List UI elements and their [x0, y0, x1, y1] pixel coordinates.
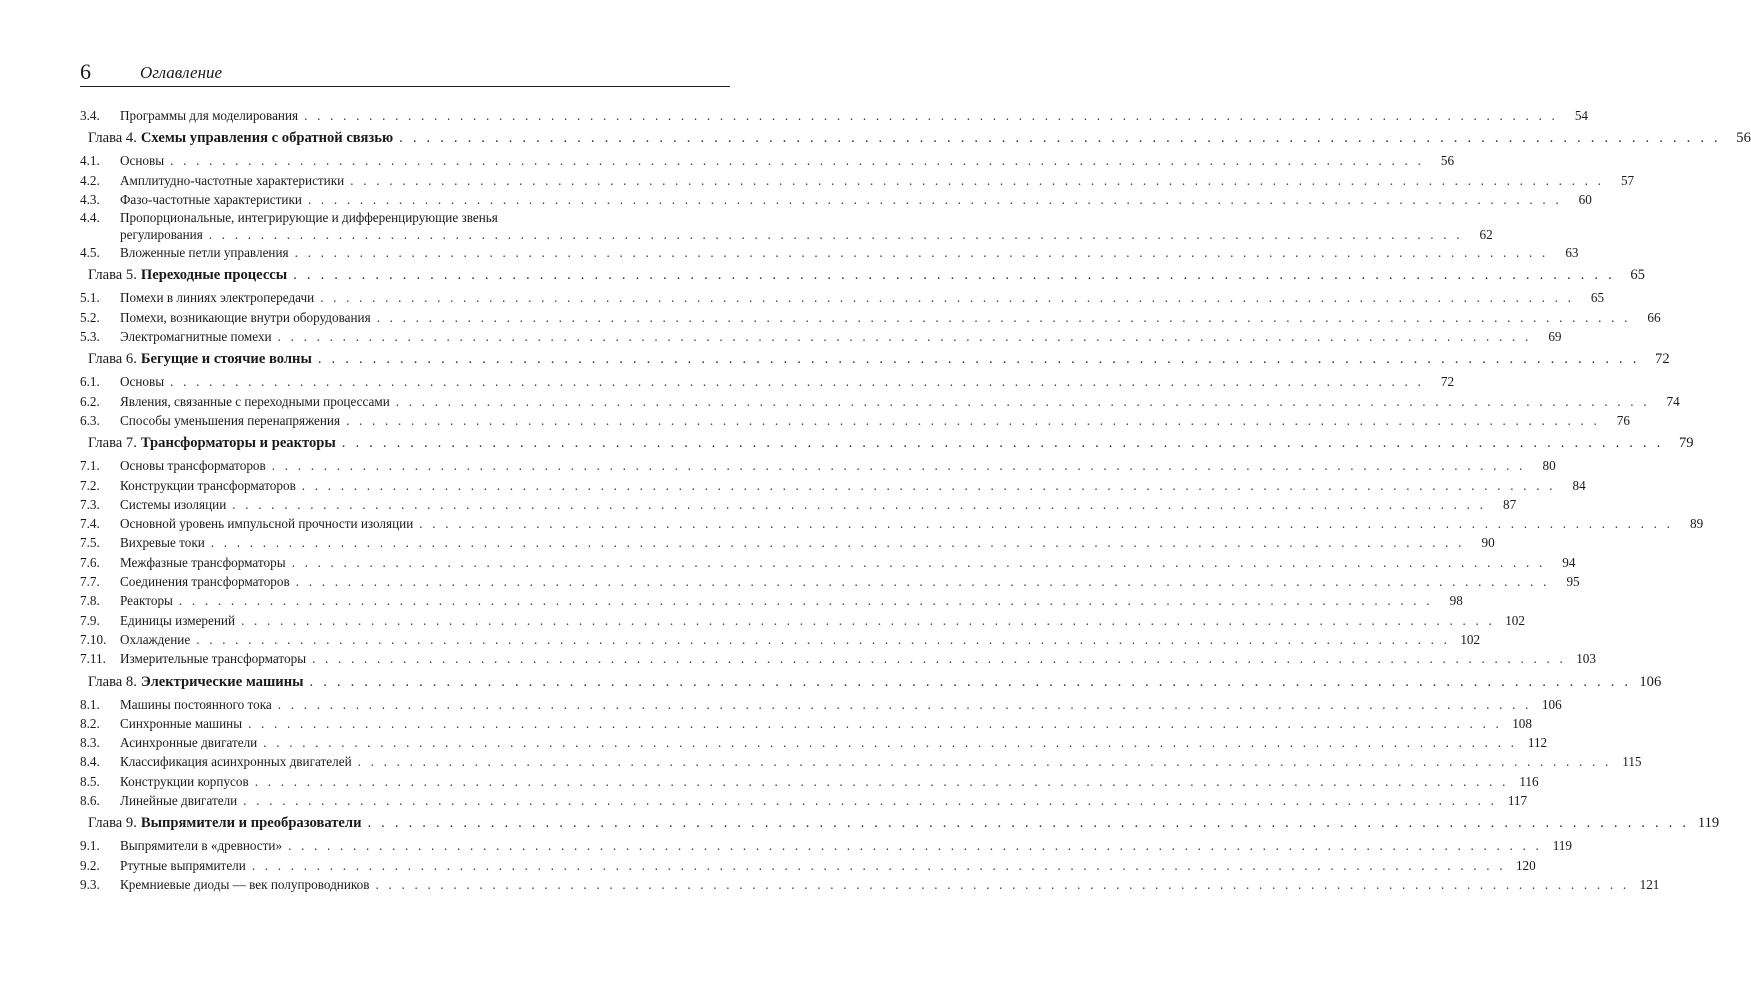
toc-chapter-row[interactable]: [80, 432, 1694, 454]
toc-section-row[interactable]: [80, 856, 1536, 875]
toc-section-row[interactable]: [80, 411, 1630, 430]
section-number: 7.7.: [80, 574, 100, 590]
page-ref: 90: [1481, 535, 1495, 551]
section-number: 8.6.: [80, 793, 100, 809]
toc-section-row[interactable]: [80, 714, 1532, 733]
section-title: Системы изоляции: [120, 496, 227, 512]
toc-section-row[interactable]: [80, 514, 1704, 533]
section-number: 7.3.: [80, 496, 100, 512]
section-title: Явления, связанные с переходными процессами: [120, 393, 390, 409]
section-title: Асинхронные двигатели: [120, 735, 258, 751]
toc-section-row[interactable]: [80, 171, 1635, 190]
page-ref: 116: [1519, 773, 1539, 789]
toc-section-row[interactable]: [80, 752, 1642, 771]
page-ref: 119: [1697, 815, 1720, 832]
section-title: Измерительные трансформаторы: [120, 651, 307, 667]
section-number: 7.4.: [80, 516, 100, 532]
section-number: 8.1.: [80, 696, 100, 712]
toc-section-row[interactable]: [80, 209, 1493, 243]
leader-dots: [304, 106, 1558, 125]
leader-dots: [232, 495, 1486, 514]
toc-section-row[interactable]: [80, 288, 1605, 307]
page-ref: 119: [1552, 838, 1572, 854]
leader-dots: [170, 372, 1424, 391]
toc-section-row[interactable]: [80, 733, 1548, 752]
table-of-contents: [80, 106, 1751, 894]
leader-dots: [396, 392, 1650, 411]
section-number: 4.5.: [80, 245, 100, 261]
toc-section-row[interactable]: [80, 308, 1661, 327]
section-number: 7.6.: [80, 554, 100, 570]
section-title: Фазо-частотные характеристики: [120, 191, 302, 207]
leader-dots: [248, 714, 1502, 733]
toc-section-row[interactable]: [80, 476, 1586, 495]
section-title: Межфазные трансформаторы: [120, 554, 286, 570]
section-number: 9.1.: [80, 838, 100, 854]
toc-section-row[interactable]: [80, 372, 1455, 391]
page-ref: 87: [1502, 496, 1517, 512]
section-number: 9.3.: [80, 876, 100, 892]
chapter-title: Переходные процессы: [140, 267, 288, 284]
page-ref: 106: [1639, 673, 1662, 690]
page-ref: 63: [1565, 245, 1579, 261]
section-title: Основной уровень импульсной прочности изоляции: [120, 516, 414, 532]
page-ref: 54: [1574, 108, 1589, 123]
leader-dots: [255, 772, 1509, 791]
chapter-title: Трансформаторы и реакторы: [140, 435, 336, 452]
header-rule: [80, 86, 730, 87]
page-ref: 103: [1576, 651, 1596, 667]
section-title: Выпрямители в «древности»: [120, 838, 283, 854]
section-title: Машины постоянного тока: [120, 696, 272, 712]
toc-section-row[interactable]: [80, 695, 1562, 714]
page-ref: 95: [1566, 574, 1580, 590]
section-title: Амплитудно-частотные характеристики: [120, 172, 345, 188]
toc-section-row[interactable]: [80, 553, 1576, 572]
section-title: Конструкции трансформаторов: [120, 477, 296, 493]
toc-section-row[interactable]: [80, 456, 1556, 475]
toc-section-row[interactable]: [80, 591, 1463, 610]
page-ref: 80: [1542, 458, 1556, 474]
section-number: 9.2.: [80, 857, 100, 873]
chapter-prefix: Глава 7.: [88, 435, 137, 452]
section-number: 8.5.: [80, 773, 100, 789]
toc-chapter-row[interactable]: [80, 348, 1670, 370]
page-ref: 106: [1541, 696, 1562, 712]
page-ref: 62: [1479, 227, 1493, 243]
page-ref: 98: [1449, 593, 1463, 609]
section-number: 5.1.: [80, 290, 100, 306]
leader-dots: [377, 308, 1631, 327]
page-ref: 56: [1440, 153, 1455, 169]
section-number: 7.2.: [80, 477, 100, 493]
leader-dots: [375, 875, 1629, 894]
page-ref: 112: [1527, 735, 1548, 751]
leader-dots: [241, 611, 1495, 630]
section-number: 5.2.: [80, 309, 100, 325]
chapter-prefix: Глава 5.: [88, 267, 137, 284]
section-number: 4.1.: [80, 153, 100, 169]
toc-section-row[interactable]: [80, 243, 1579, 262]
leader-dots: [211, 533, 1465, 552]
toc-section-row[interactable]: [80, 630, 1481, 649]
page-ref: 76: [1616, 412, 1630, 428]
leader-dots: [320, 288, 1574, 307]
page-ref: 120: [1515, 857, 1536, 873]
leader-dots: [419, 514, 1673, 533]
section-title: Охлаждение: [120, 631, 191, 647]
page-ref: 72: [1440, 374, 1455, 390]
section-title: Кремниевые диоды — век полупроводников: [120, 876, 370, 892]
toc-section-row[interactable]: [80, 649, 1596, 668]
section-number: 7.5.: [80, 535, 100, 551]
section-title: Основы: [120, 153, 165, 169]
leader-dots: [295, 243, 1549, 262]
section-title: Программы для моделирования: [120, 108, 299, 123]
toc-section-row[interactable]: [80, 327, 1562, 346]
section-number: 8.3.: [80, 735, 100, 751]
toc-section-row[interactable]: [80, 190, 1592, 209]
leader-dots: [252, 856, 1506, 875]
running-title: Оглавление: [140, 63, 223, 82]
section-title: Линейные двигатели: [120, 793, 238, 809]
leader-dots: [350, 171, 1604, 190]
page-ref: 56: [1736, 130, 1751, 147]
page-ref: 115: [1622, 754, 1642, 770]
toc-section-row[interactable]: [80, 875, 1660, 894]
section-number: 5.3.: [80, 329, 100, 345]
leader-dots: [263, 733, 1517, 752]
section-number: 6.3.: [80, 412, 100, 428]
page-ref: 117: [1507, 793, 1528, 809]
section-title: Основы: [120, 374, 165, 390]
section-number: 7.1.: [80, 458, 100, 474]
chapter-title: Бегущие и стоячие волны: [140, 351, 312, 368]
section-title-cont: регулирования: [120, 227, 203, 243]
toc-chapter-row[interactable]: [80, 264, 1645, 286]
section-title: Вихревые токи: [120, 535, 205, 551]
section-number: 8.2.: [80, 715, 100, 731]
page-ref: 84: [1572, 477, 1586, 493]
leader-dots: [179, 591, 1433, 610]
leader-dots: [209, 226, 1463, 243]
section-title: Ртутные выпрямители: [120, 857, 246, 873]
section-title: Помехи в линиях электропередачи: [120, 290, 315, 306]
chapter-prefix: Глава 4.: [88, 130, 137, 147]
leader-dots: [310, 671, 1632, 693]
toc-chapter-row[interactable]: [80, 671, 1662, 693]
section-number: 8.4.: [80, 754, 100, 770]
leader-dots: [318, 348, 1640, 370]
chapter-prefix: Глава 9.: [88, 815, 137, 832]
page-ref: 57: [1620, 172, 1635, 188]
leader-dots: [196, 630, 1450, 649]
leader-dots: [346, 411, 1600, 430]
page-ref: 74: [1666, 393, 1680, 409]
section-title: Единицы измерений: [120, 612, 236, 628]
section-title: Способы уменьшения перенапряжения: [120, 412, 341, 428]
section-title: Синхронные машины: [120, 715, 243, 731]
leader-dots: [312, 649, 1566, 668]
toc-section-row[interactable]: [80, 836, 1572, 855]
toc-section-row[interactable]: [80, 106, 1589, 125]
section-number: 6.1.: [80, 374, 100, 390]
page-ref: 66: [1647, 309, 1661, 325]
toc-section-row[interactable]: [80, 392, 1680, 411]
leader-dots: [399, 127, 1721, 149]
page-number: 6: [80, 59, 91, 84]
section-title: Реакторы: [120, 593, 173, 609]
section-number: 6.2.: [80, 393, 100, 409]
toc-chapter-row[interactable]: [80, 127, 1751, 149]
chapter-title: Электрические машины: [140, 673, 304, 690]
section-title: Классификация асинхронных двигателей: [120, 754, 352, 770]
leader-dots: [278, 327, 1532, 346]
leader-dots: [292, 553, 1546, 572]
section-number: 7.8.: [80, 593, 100, 609]
page-ref: 72: [1655, 351, 1670, 368]
page-ref: 121: [1639, 876, 1660, 892]
toc-section-row[interactable]: [80, 791, 1528, 810]
chapter-title: Выпрямители и преобразователи: [140, 815, 362, 832]
chapter-title: Схемы управления с обратной связью: [140, 130, 394, 147]
leader-dots: [293, 264, 1615, 286]
toc-section-row[interactable]: [80, 495, 1517, 514]
section-number: 7.10.: [80, 631, 107, 647]
leader-dots: [302, 476, 1556, 495]
leader-dots: [243, 791, 1497, 810]
section-number: 7.11.: [80, 651, 106, 667]
page-ref: 65: [1630, 267, 1645, 284]
page-ref: 102: [1460, 631, 1481, 647]
section-title: Вложенные петли управления: [120, 245, 289, 261]
page-header: [80, 58, 730, 86]
section-title: Основы трансформаторов: [120, 458, 266, 474]
section-number: 7.9.: [80, 612, 100, 628]
toc-section-row[interactable]: [80, 772, 1539, 791]
toc-section-row[interactable]: [80, 533, 1495, 552]
page-ref: 94: [1562, 554, 1576, 570]
leader-dots: [296, 572, 1550, 591]
toc-section-row[interactable]: [80, 572, 1580, 591]
section-title: Конструкции корпусов: [120, 773, 249, 789]
leader-dots: [358, 752, 1612, 771]
section-title: Пропорциональные, интегрирующие и дифференцирующие звенья: [120, 210, 498, 226]
leader-dots: [342, 432, 1664, 454]
leader-dots: [278, 695, 1532, 714]
leader-dots: [272, 456, 1526, 475]
section-title: Помехи, возникающие внутри оборудования: [120, 309, 371, 325]
section-number: 4.3.: [80, 191, 100, 207]
toc-section-row[interactable]: [80, 151, 1455, 170]
page-ref: 60: [1578, 191, 1592, 207]
chapter-prefix: Глава 8.: [88, 673, 137, 690]
page-ref: 65: [1590, 290, 1605, 306]
page-ref: 79: [1678, 435, 1694, 452]
page-ref: 102: [1505, 612, 1525, 628]
leader-dots: [308, 190, 1562, 209]
section-number: 3.4.: [80, 108, 100, 123]
section-number: 4.4.: [80, 210, 100, 226]
toc-section-row[interactable]: [80, 611, 1525, 630]
toc-chapter-row[interactable]: [80, 812, 1720, 834]
page-ref: 108: [1512, 715, 1532, 731]
leader-dots: [288, 836, 1542, 855]
section-title: Электромагнитные помехи: [120, 329, 272, 345]
leader-dots: [367, 812, 1689, 834]
page-ref: 89: [1689, 516, 1704, 532]
leader-dots: [170, 151, 1424, 170]
section-title: Соединения трансформаторов: [120, 574, 290, 590]
section-number: 4.2.: [80, 172, 100, 188]
chapter-prefix: Глава 6.: [88, 351, 137, 368]
page-ref: 69: [1548, 329, 1562, 345]
